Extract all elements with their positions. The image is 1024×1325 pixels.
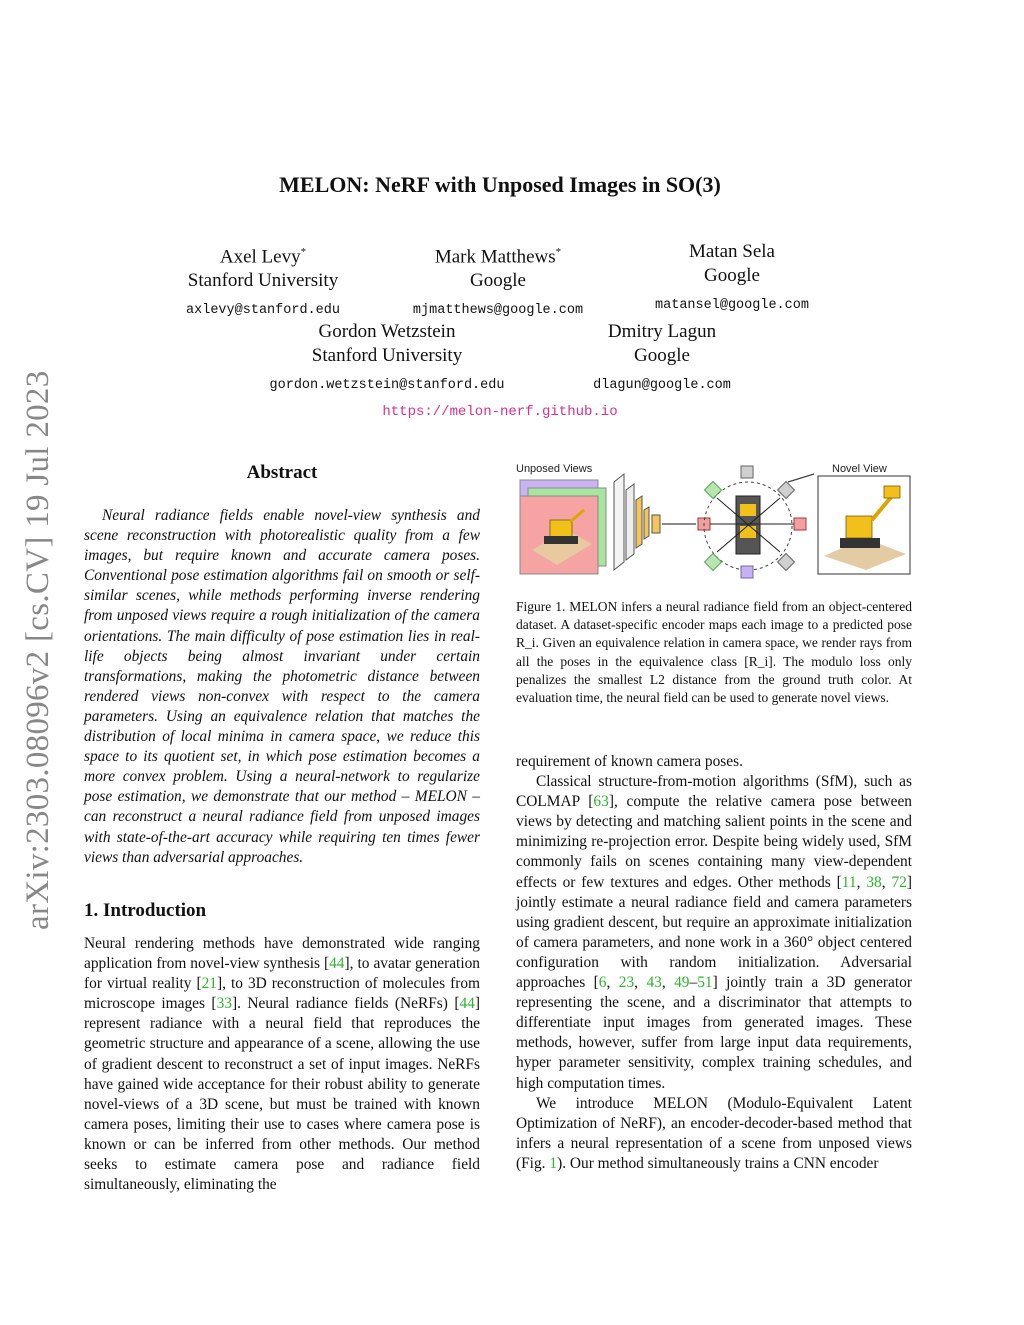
intro-paragraph: requirement of known camera poses. [516, 753, 743, 770]
encoder-network [614, 474, 660, 570]
camera-icon [794, 518, 806, 530]
paper-title: MELON: NeRF with Unposed Images in SO(3) [279, 172, 721, 197]
author-block [562, 320, 762, 398]
text-run: ]. Neural radiance fields (NeRFs) [ [231, 995, 460, 1013]
author-block [632, 240, 832, 318]
citation-link[interactable]: 44 [329, 955, 345, 973]
arxiv-identifier: arXiv:2303.08096v2 [cs.CV] 19 Jul 2023 [20, 370, 56, 930]
intro-paragraph [516, 1094, 912, 1174]
author-email[interactable]: axlevy@stanford.edu [186, 303, 340, 319]
citation-link[interactable]: 43 [646, 974, 662, 992]
author-name: Matan Sela [688, 241, 775, 262]
abstract-body: Neural radiance fields enable novel-view synthesis and scene reconstruction with photorealistic quality from a few images, but require known and accurate camera poses. Conventional pose estimation algorithms fail on smooth or self-similar scenes, while methods performing inverse rendering from unposed views require a rough initialization of the camera orientations. The main difficulty of pose estimation lies in real-life objects being almost invariant under certain transformations, making the photometric distance between rendered views non-convex with respect to the camera parameters. Using an equivalence relation that matches the distribution of local minima in camera space, we reduce this space to its quotient set, in which pose estimation becomes a more convex problem. Using a neural-network to regularize pose estimation, we demonstrate that our method – MELON – can reconstruct a neural radiance field from unposed images with state-of-the-art accuracy while requiring ten times fewer views than adversarial approaches. [84, 507, 480, 866]
equal-contribution-mark: * [555, 246, 562, 258]
text-run: , [881, 873, 892, 891]
figure-1-caption: Figure 1. MELON infers a neural radiance field from an object-centered dataset. A dataset-specific encoder maps each image to a predicted pose R_i. Given an equivalence relation in camera space, we render rays from all the poses in the equivalence class [R_i]. The modulo loss only penalizes the smallest L2 distance from the ground truth color. At evaluation time, the neural field can be used to generate novel views. [516, 599, 912, 706]
author-block [252, 320, 522, 398]
equal-contribution-mark: * [300, 246, 307, 258]
author-name: Axel Levy [219, 246, 301, 268]
text-run: ] represent radiance with a neural field that reproduces the geometric structure and appearance of a scene, allowing the use of gradient descent to reconstruct a set of input images. NeRFs have gained wide acceptance for their robust ability to generate novel-views of a 3D scene, but must be trained with known camera poses, limiting their use to cases where camera pose is known or can be inferred from other methods. Our method seeks to estimate camera pose and radiance field simultaneously, eliminating the [84, 995, 481, 1194]
arrow-to-novel-view [788, 474, 814, 482]
author-affiliation: Google [634, 345, 690, 366]
author-email[interactable]: gordon.wetzstein@stanford.edu [269, 378, 505, 393]
author-block [163, 240, 363, 323]
text-run: ] jointly train a 3D generator representing the scene, and a discriminator that attempts to differentiate input images from generated images. These methods, however, suffer from large input data requirements, hyper parameter sensitivity, complex training schedules, and high computation times. [516, 974, 912, 1092]
author-name: Gordon Wetzstein [318, 321, 456, 342]
citation-link[interactable]: 23 [618, 974, 635, 992]
text-run: ], to avatar generation for virtual reality [ [84, 955, 480, 993]
abstract-text [84, 506, 480, 868]
camera-icon [778, 554, 795, 571]
citation-link[interactable]: 33 [216, 995, 232, 1013]
project-url-link[interactable]: https://melon-nerf.github.io [382, 404, 618, 420]
figure-label-unposed-views: Unposed Views [516, 463, 593, 475]
text-run: , [661, 974, 675, 992]
author-email[interactable]: mjmatthews@google.com [412, 303, 584, 319]
figure-1-diagram [512, 460, 912, 584]
author-name: Dmitry Lagun [607, 321, 717, 342]
intro-paragraph [516, 772, 912, 1094]
camera-icon [741, 466, 753, 478]
text-run: – [689, 974, 698, 992]
text-run: ] jointly estimate a neural radiance field and camera parameters using gradient descent, but require an approximate initialization of camera parameters, and none work in a 360° object centered configuration with random initialization. Adversarial approaches [ [516, 873, 912, 992]
author-affiliation: Google [470, 270, 526, 292]
camera-icon [705, 482, 722, 499]
citation-link[interactable]: 72 [891, 873, 907, 891]
citation-link[interactable]: 38 [866, 873, 882, 891]
text-run: , [606, 974, 619, 992]
introduction-heading: 1. Introduction [84, 900, 207, 921]
text-run: Neural rendering methods have demonstrated wide ranging application from novel-view synthesis [ [84, 935, 480, 973]
text-run: , [634, 974, 647, 992]
text-run: ], compute the relative camera pose between views by detecting and matching salient points in the scene and minimizing re-projection error. Despite being widely used, SfM commonly fails on scenes containing many view-dependent effects or few textures and edges. Other methods [ [516, 793, 912, 891]
text-run: ). Our method simultaneously trains a CNN encoder [557, 1154, 879, 1172]
camera-icon [705, 554, 722, 571]
author-email[interactable]: dlagun@google.com [593, 378, 731, 393]
introduction-right-column [516, 752, 912, 1174]
citation-link[interactable]: 49 [674, 974, 690, 992]
abstract-heading: Abstract [246, 462, 318, 483]
author-affiliation: Stanford University [311, 345, 463, 366]
introduction-left-column [84, 934, 480, 1195]
citation-link[interactable]: 1 [549, 1154, 558, 1172]
citation-link[interactable]: 21 [201, 975, 217, 993]
author-affiliation: Google [704, 265, 760, 286]
figure-label-novel-view: Novel View [832, 463, 887, 475]
author-affiliation: Stanford University [187, 270, 339, 292]
text-run: Classical structure-from-motion algorithms (SfM), such as COLMAP [ [516, 773, 912, 811]
author-email[interactable]: matansel@google.com [655, 298, 809, 313]
camera-icon [741, 566, 753, 578]
text-run: We introduce MELON (Modulo-Equivalent Latent Optimization of NeRF), an encoder-decoder-based method that infers a neural representation of a scene from unposed views (Fig. [516, 1094, 912, 1172]
text-run: ], to 3D reconstruction of molecules from microscope images [ [84, 975, 481, 1013]
citation-link[interactable]: 11 [841, 873, 857, 891]
citation-link[interactable]: 44 [459, 995, 475, 1013]
citation-link[interactable]: 51 [697, 974, 713, 992]
text-run: , [856, 873, 867, 891]
author-block [398, 240, 598, 323]
intro-paragraph [84, 934, 480, 1195]
citation-link[interactable]: 63 [593, 793, 609, 811]
citation-link[interactable]: 6 [598, 974, 607, 992]
author-name: Mark Matthews [434, 246, 556, 268]
